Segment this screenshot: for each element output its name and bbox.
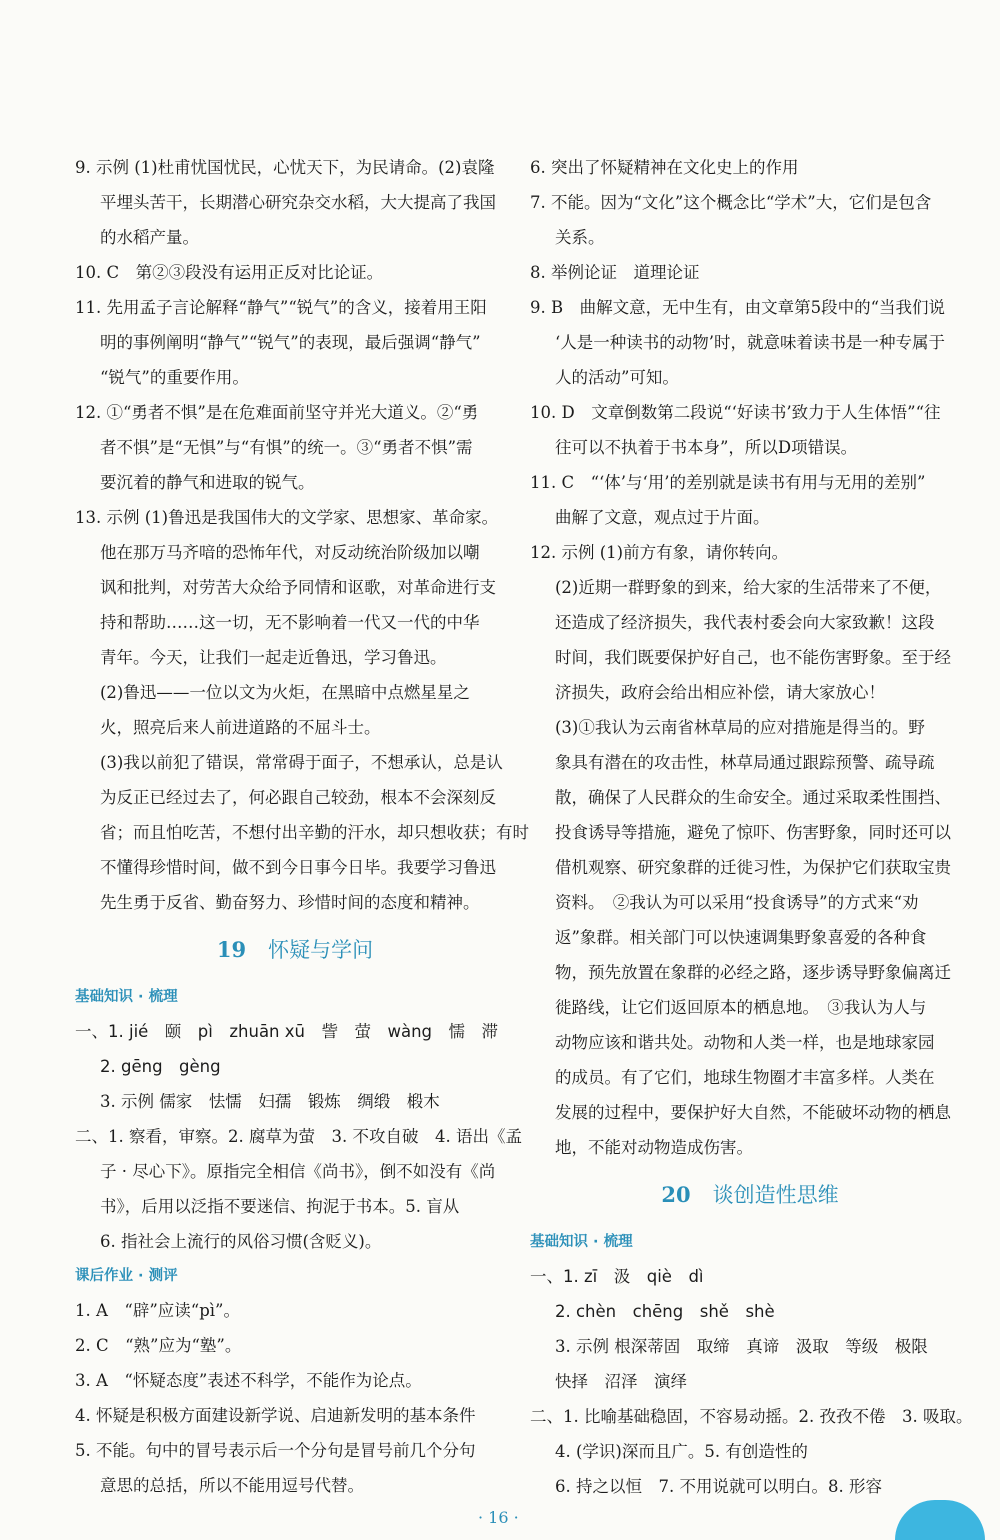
answer-line: (2)鲁迅——一位以文为火炬，在黑暗中点燃星星之 xyxy=(100,683,470,702)
section-20-title xyxy=(530,1165,970,1225)
answer-line: 1. A “辟”应读“pì”。 xyxy=(75,1301,240,1320)
answer-line: 2. gēng gèng xyxy=(100,1057,221,1076)
answer-line: 2. chèn chēng shě shè xyxy=(555,1302,775,1321)
answer-line: 讽和批判，对劳苦大众给予同情和讴歌，对革命进行支 xyxy=(100,578,496,597)
answer-line: ‘人是一种读书的动物’时，就意味着读书是一种专属于 xyxy=(555,333,945,352)
answer-line: (3)①我认为云南省林草局的应对措施是得当的。野 xyxy=(555,718,925,737)
answer-line: 曲解了文意，观点过于片面。 xyxy=(555,508,770,527)
section-number: 19 xyxy=(216,937,247,962)
answer-line: 5. 不能。句中的冒号表示后一个分句是冒号前几个分句 xyxy=(75,1441,476,1460)
answer-line: 不懂得珍惜时间，做不到今日事今日毕。我要学习鲁迅 xyxy=(100,858,496,877)
answer-line: 动物应该和谐共处。动物和人类一样，也是地球家园 xyxy=(555,1033,935,1052)
answer-line: 10. D 文章倒数第二段说“‘好读书’致力于人生体悟”“往 xyxy=(530,403,941,422)
answer-line: 关系。 xyxy=(555,228,605,247)
right-column xyxy=(530,150,973,1504)
answer-line: 6. 持之以恒 7. 不用说就可以明白。8. 形容 xyxy=(555,1477,882,1496)
left-column xyxy=(75,150,529,1503)
answer-line: 他在那万马齐喑的恐怖年代，对反动统治阶级加以嘲 xyxy=(100,543,480,562)
answer-line: 意思的总括，所以不能用逗号代替。 xyxy=(100,1476,364,1495)
subsection-heading: 基础知识 · 梳理 xyxy=(75,989,178,1005)
answer-line: 平埋头苦干，长期潜心研究杂交水稻，大大提高了我国 xyxy=(100,193,496,212)
answer-line: 人的活动”可知。 xyxy=(555,368,679,387)
answer-line: 12. ①“勇者不惧”是在危难面前坚守并光大道义。②“勇 xyxy=(75,403,479,422)
page-number: · 16 · xyxy=(478,1508,519,1527)
answer-line: 要沉着的静气和进取的锐气。 xyxy=(100,473,315,492)
answer-line: 投食诱导等措施，避免了惊吓、伤害野象，同时还可以 xyxy=(555,823,951,842)
answer-line: 11. C “‘体’与‘用’的差别就是读书有用与无用的差别” xyxy=(530,473,926,492)
answer-line: 6. 指社会上流行的风俗习惯(含贬义)。 xyxy=(100,1232,382,1251)
section-19-title xyxy=(75,920,515,980)
answer-line: 济损失，政府会给出相应补偿，请大家放心！ xyxy=(555,683,885,702)
answer-line: 3. A “怀疑态度”表述不科学，不能作为论点。 xyxy=(75,1371,422,1390)
answer-line: 2. C “熟”应为“塾”。 xyxy=(75,1336,242,1355)
answer-line: 徙路线，让它们返回原本的栖息地。 ③我认为人与 xyxy=(555,998,927,1017)
answer-line: 3. 示例 根深蒂固 取缔 真谛 汲取 等级 极限 xyxy=(555,1337,928,1356)
answer-line: 10. C 第②③段没有运用正反对比论证。 xyxy=(75,263,384,282)
answer-line: 一、1. jié 颐 pì zhuān xū 訾 萤 wàng 懦 滞 xyxy=(75,1022,499,1041)
answer-line: 火，照亮后来人前进道路的不屈斗士。 xyxy=(100,718,381,737)
answer-line: 物，预先放置在象群的必经之路，逐步诱导野象偏离迁 xyxy=(555,963,951,982)
answer-line: 子 · 尽心下》。原指完全相信《尚书》，倒不如没有《尚 xyxy=(100,1162,496,1181)
answer-line: 9. 示例 (1)杜甫忧国忧民，心忧天下，为民请命。(2)袁隆 xyxy=(75,158,495,177)
answer-line: 9. B 曲解文意，无中生有，由文章第5段中的“当我们说 xyxy=(530,298,946,317)
section-title-text: 谈创造性思维 xyxy=(712,1183,839,1207)
answer-line: 借机观察、研究象群的迁徙习性，为保护它们获取宝贵 xyxy=(555,858,951,877)
answer-line: 者不惧”是“无惧”与“有惧”的统一。③“勇者不惧”需 xyxy=(100,438,473,457)
answer-line: 13. 示例 (1)鲁迅是我国伟大的文学家、思想家、革命家。 xyxy=(75,508,499,527)
answer-line: 8. 举例论证 道理论证 xyxy=(530,263,700,282)
answer-line: 的水稻产量。 xyxy=(100,228,199,247)
answer-line: 先生勇于反省、勤奋努力、珍惜时间的态度和精神。 xyxy=(100,893,480,912)
subsection-heading: 基础知识 · 梳理 xyxy=(530,1234,633,1250)
corner-badge-icon xyxy=(895,1500,985,1540)
answer-line: 11. 先用孟子言论解释“静气”“锐气”的含义，接着用王阳 xyxy=(75,298,487,317)
subsection-heading: 课后作业 · 测评 xyxy=(75,1268,178,1284)
answer-line: 二、1. 比喻基础稳固，不容易动摇。2. 孜孜不倦 3. 吸取。 xyxy=(530,1407,973,1426)
answer-line: 明的事例阐明“静气”“锐气”的表现，最后强调“静气” xyxy=(100,333,481,352)
answer-line: 12. 示例 (1)前方有象，请你转向。 xyxy=(530,543,789,562)
answer-line: 往可以不执着于书本身”，所以D项错误。 xyxy=(555,438,858,457)
answer-line: 书》，后用以泛指不要迷信、拘泥于书本。5. 盲从 xyxy=(100,1197,460,1216)
answer-line: 4. 怀疑是积极方面建设新学说、启迪新发明的基本条件 xyxy=(75,1406,476,1425)
answer-line: 散，确保了人民群众的生命安全。通过采取柔性围挡、 xyxy=(555,788,951,807)
answer-line: (2)近期一群野象的到来，给大家的生活带来了不便， xyxy=(555,578,942,597)
answer-line: 7. 不能。因为“文化”这个概念比“学术”大，它们是包含 xyxy=(530,193,932,212)
answer-line: 省；而且怕吃苦，不想付出辛勤的汗水，却只想收获；有时 xyxy=(100,823,529,842)
answer-line: 为反正已经过去了，何必跟自己较劲，根本不会深刻反 xyxy=(100,788,496,807)
answer-line: 地，不能对动物造成伤害。 xyxy=(555,1138,753,1157)
answer-line: “锐气”的重要作用。 xyxy=(100,368,249,387)
answer-line: 一、1. zī 汲 qiè dì xyxy=(530,1267,704,1286)
answer-line: 返”象群。相关部门可以快速调集野象喜爱的各种食 xyxy=(555,928,927,947)
answer-line: 还造成了经济损失，我代表村委会向大家致歉！这段 xyxy=(555,613,935,632)
answer-line: 时间，我们既要保护好自己，也不能伤害野象。至于经 xyxy=(555,648,951,667)
answer-line: 3. 示例 儒家 怯懦 妇孺 锻炼 绸缎 椴木 xyxy=(100,1092,440,1111)
section-title-text: 怀疑与学问 xyxy=(268,938,374,962)
answer-line: 二、1. 察看，审察。2. 腐草为萤 3. 不攻自破 4. 语出《孟 xyxy=(75,1127,522,1146)
answer-line: 4. (学识)深而且广。5. 有创造性的 xyxy=(555,1442,808,1461)
answer-line: 持和帮助……这一切，无不影响着一代又一代的中华 xyxy=(100,613,480,632)
answer-line: 的成员。有了它们，地球生物圈才丰富多样。人类在 xyxy=(555,1068,935,1087)
answer-line: 青年。今天，让我们一起走近鲁迅，学习鲁迅。 xyxy=(100,648,447,667)
answer-line: 发展的过程中，要保护好大自然，不能破坏动物的栖息 xyxy=(555,1103,951,1122)
section-number: 20 xyxy=(661,1182,691,1207)
answer-line: 象具有潜在的攻击性，林草局通过跟踪预警、疏导疏 xyxy=(555,753,935,772)
answer-line: 6. 突出了怀疑精神在文化史上的作用 xyxy=(530,158,799,177)
answer-line: (3)我以前犯了错误，常常碍于面子，不想承认，总是认 xyxy=(100,753,503,772)
answer-line: 资料。 ②我认为可以采用“投食诱导”的方式来“劝 xyxy=(555,893,919,912)
answer-line: 快择 沼泽 演绎 xyxy=(555,1372,687,1391)
